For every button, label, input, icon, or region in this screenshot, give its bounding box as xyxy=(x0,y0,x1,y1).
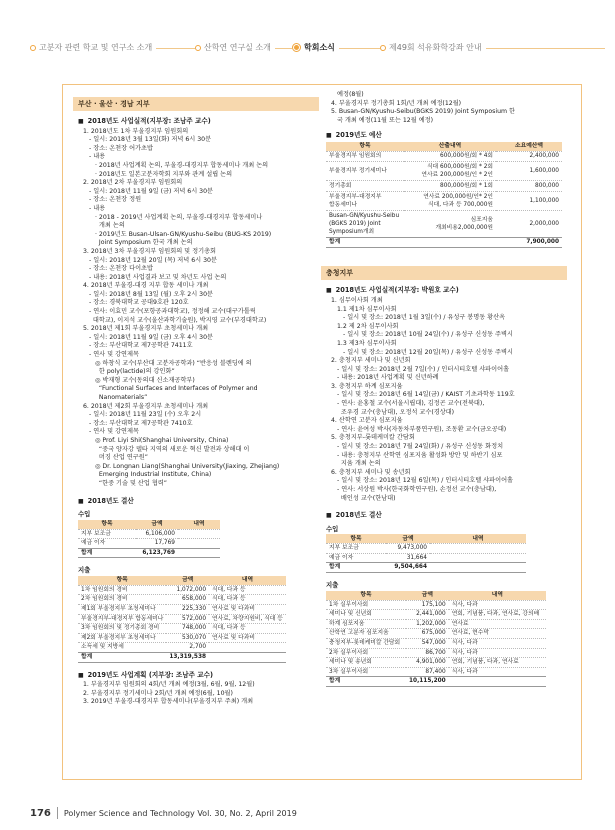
table-cell: 2,700 xyxy=(166,643,209,653)
table-cell: 부울경지부-대경지부 합동세미나 xyxy=(78,614,166,624)
section-header: 충청지부 xyxy=(321,266,567,280)
text-line: Joint Symposium 한국 개최 논의 xyxy=(95,239,193,247)
table-cell: 1,072,000 xyxy=(166,585,209,595)
text-line: - 일시 및 장소: 2018년 1월 3일(수) / 유성구 봉명동 황산옥 xyxy=(343,314,506,322)
text-line: 1.1 제1차 심무이사회 xyxy=(337,305,397,313)
table-cell: 17,769 xyxy=(136,539,178,549)
table-cell: 식대, 다과 등 xyxy=(209,624,286,634)
text-line: - 연사: 서상원 박사(한국화학연구원), 손정선 교수(충남대), xyxy=(337,486,497,494)
table-header: 소요예산액 xyxy=(496,142,562,151)
income-caption: 수입 xyxy=(78,510,91,519)
table-total-row xyxy=(326,237,562,248)
table-cell: 4,901,000 xyxy=(406,658,449,668)
text-line: ◎ Prof. Liyi Shi(Shanghai University, China) xyxy=(95,436,229,444)
text-line: 5. Busan-GN/Kyushu-Seibu(BGKS 2019) Joint Symposium 한 xyxy=(331,108,515,116)
table-cell: 1,100,000 xyxy=(496,191,562,210)
table-row xyxy=(326,629,546,639)
text-line: - 일시: 2018년 11월 9일 (금) 오후 4시 30분 xyxy=(89,333,214,341)
table-header: 금액 xyxy=(136,520,178,529)
table-cell: 합계 xyxy=(78,548,136,558)
table-cell: 86,700 xyxy=(406,648,449,658)
text-line: - 내용 xyxy=(89,153,106,161)
table-row xyxy=(326,162,562,181)
text-line: 1. 2018년도 1차 부울경지부 임원회의 xyxy=(83,127,189,135)
table-row xyxy=(78,585,286,595)
table-cell: 2,400,000 xyxy=(496,151,562,162)
table-header: 금액 xyxy=(406,591,449,600)
text-line: “한중 기술 및 산업 협력” xyxy=(95,479,168,487)
text-line: · 2018년도 일본고분자학회 지부와 관계 설립 논의 xyxy=(95,170,233,178)
table-cell: 연사료, 차량지원비, 식대 등 xyxy=(209,614,286,624)
table-header: 항목 xyxy=(326,534,386,543)
text-line: 한 poly(lactide)의 강인화” xyxy=(95,368,175,376)
table-row xyxy=(78,605,286,615)
table-cell: 800,000 xyxy=(496,181,562,192)
table-cell: 6,106,000 xyxy=(136,529,178,539)
table-cell: 175,100 xyxy=(406,600,449,610)
text-line: - 내용: 2018년 사업계획 및 신년하례 xyxy=(337,374,439,382)
table-cell: 675,000 xyxy=(406,629,449,639)
text-line: ◎ 박재형 교수(동의대 신소재공학부) xyxy=(95,376,195,384)
table-cell: 식사, 다과 xyxy=(449,648,546,658)
expense-table xyxy=(326,591,546,687)
text-line: 6. 충청지부 세미나 및 송년회 xyxy=(331,468,411,476)
text-line: “중국 양자강 델타 지역의 새로운 혁신 발전과 상해대 이 xyxy=(95,445,250,453)
table-row xyxy=(326,181,562,192)
right-column xyxy=(321,91,567,687)
table-header: 항목 xyxy=(78,520,136,529)
text-line: 5. 2018년 제1회 부울경지부 초청세미나 개최 xyxy=(83,325,209,333)
table-cell: 식사, 다과 xyxy=(449,600,546,610)
table-cell: 식대 600,000원/회 * 2회 연사료 200,000원/인 * 2인 xyxy=(404,162,496,181)
table-header: 산출내역 xyxy=(404,142,496,151)
subsection-title: ■ 2019년도 예산 xyxy=(326,131,567,141)
table-cell: 547,000 xyxy=(406,638,449,648)
table-row xyxy=(78,633,286,643)
table-header: 내역 xyxy=(178,520,220,529)
table-cell xyxy=(178,529,220,539)
text-line: - 일시 및 장소: 2018년 2월 7일(수) / 인터시티호텔 샤파이어홀 xyxy=(337,365,510,373)
table-cell: 충청지부-롯데케미칼 간담회 xyxy=(326,638,406,648)
table-cell: 658,000 xyxy=(166,595,209,605)
table-cell: 9,504,664 xyxy=(386,563,430,573)
income-table xyxy=(78,520,220,559)
text-line: 지움 개최 논의 xyxy=(337,460,381,468)
table-total-row xyxy=(326,677,546,687)
table-cell: 지부 보조금 xyxy=(78,529,136,539)
table-row xyxy=(326,648,546,658)
table-cell: 연회, 기념품, 다과, 연사료 xyxy=(449,658,546,668)
text-line: - 일시: 2018년 12월 20일 (목) 저녁 6시 30분 xyxy=(89,256,217,264)
text-line: - 연사 및 강연제목 xyxy=(89,351,139,359)
table-row xyxy=(78,529,220,539)
table-cell: 합계 xyxy=(78,653,166,663)
text-line: “Functional Surfaces and Interfaces of Polymer and xyxy=(95,385,258,393)
table-row xyxy=(326,658,546,668)
text-line: 조우경 교수(충남대), 오정석 교수(경상대) xyxy=(337,408,455,416)
table-cell: 600,000원/회 * 4회 xyxy=(404,151,496,162)
text-line: - 일시: 2018년 8월 13일 (월) 오후 2시 30분 xyxy=(89,290,214,298)
text-line: 3. 2018년 3차 부울경지부 임원회의 및 정기총회 xyxy=(83,247,217,255)
text-line: Emerging Industrial Institute, China) xyxy=(95,471,212,479)
text-line: - 일시 및 장소: 2018년 7월 24일(화) / 유성구 신성동 화정치 xyxy=(337,443,504,451)
page-footer xyxy=(30,807,297,819)
subsection-title: ■ 2018년도 결산 xyxy=(78,497,319,507)
table-cell: 2차 임원회의 경비 xyxy=(78,595,166,605)
table-cell: 10,115,200 xyxy=(406,677,449,687)
section-header: 부산 · 울산 · 경남 지부 xyxy=(73,97,319,111)
plan-list xyxy=(73,681,319,707)
table-cell xyxy=(430,563,526,573)
text-line: · 2019년도 Busan-Ulsan-GN/Kyushu-Seibu (BUG-KS 2019) xyxy=(95,230,272,238)
text-line: ◎ Dr. Longnan Liang(Shanghai University(Jiaxing, Zhejiang) xyxy=(95,462,280,470)
content-frame xyxy=(62,84,582,780)
table-cell: 6,123,769 xyxy=(136,548,178,558)
table-total-row xyxy=(78,653,286,663)
table-cell: 합계 xyxy=(326,237,404,248)
text-line: - 일시: 2018년 3월 13일(화) 저녁 6시 30분 xyxy=(89,136,212,144)
table-cell: 지부 보조금 xyxy=(326,544,386,554)
table-cell: 7,900,000 xyxy=(496,237,562,248)
text-line: - 연사: 윤여성 박사(자동차부품연구원), 조동환 교수(금오공대) xyxy=(337,425,507,433)
nav-item-petrochem-lecture[interactable] xyxy=(380,42,486,53)
table-header: 항목 xyxy=(326,591,406,600)
table-cell: 530,070 xyxy=(166,633,209,643)
text-line: - 장소: 부산대학교 제7공학관 7411호 xyxy=(89,342,193,350)
table-cell: Busan-GN/Kyushu-Seibu (BGKS 2019) Joint Symposium개최 xyxy=(326,210,404,237)
table-cell xyxy=(430,544,526,554)
subsection-title: ■ 2018년도 사업실적(지부장: 조남주 교수) xyxy=(78,117,319,127)
text-line: 개최 논의 xyxy=(95,222,125,230)
circle-icon xyxy=(380,45,386,51)
table-row xyxy=(326,553,526,563)
table-row xyxy=(326,619,546,629)
text-line: 머징 산업 연구원” xyxy=(95,454,148,462)
text-line: 4. 부울경지부 정기총회 1회/년 개최 예정(12월) xyxy=(331,99,462,107)
nav-item-labs[interactable] xyxy=(195,42,275,53)
text-line: 국 개최 예정(11월 또는 12월 예정) xyxy=(331,116,434,124)
table-row xyxy=(326,544,526,554)
text-line: 3. 충청지부 하계 심포지움 xyxy=(331,382,403,390)
table-cell: 9,473,000 xyxy=(386,544,430,554)
text-line: - 장소: 온천장 어가초밥 xyxy=(89,144,154,152)
text-line: - 일시 및 장소: 2018년 12월 6일(목) / 인터시티호텔 샤파이어홀 xyxy=(337,477,514,485)
table-cell: 정기총회 xyxy=(326,181,404,192)
table-row xyxy=(326,638,546,648)
text-line: 4. 2018년 부울경-대경 지부 합동 세미나 개최 xyxy=(83,282,209,290)
text-line: 2. 2018년 2차 부울경지부 임원회의 xyxy=(83,179,183,187)
table-cell: 87,400 xyxy=(406,667,449,677)
table-cell: 세미나 및 송년회 xyxy=(326,658,406,668)
table-cell: 13,319,538 xyxy=(166,653,209,663)
text-line: 3. 2019년 부울경-대경지부 합동세미나(부울경지부 주최) 개최 xyxy=(83,698,254,706)
table-header: 내역 xyxy=(209,576,286,585)
table-cell: 제2회 부울경지부 초청세미나 xyxy=(78,633,166,643)
expense-table xyxy=(78,576,286,663)
table-cell: 연사료 200,000원/인* 2인 식대, 다과 등 700,000원 xyxy=(404,191,496,210)
table-cell: 부울경지부-대경지부 합동세미나 xyxy=(326,191,404,210)
table-header: 금액 xyxy=(166,576,209,585)
table-cell: 2,000,000 xyxy=(496,210,562,237)
table-header: 금액 xyxy=(386,534,430,543)
text-line: - 일시 및 장소: 2018년 6월 14일(금) / KAIST 기초과학동 119호 xyxy=(337,391,515,399)
table-cell: 2차 실무이사회 xyxy=(326,648,406,658)
table-cell: 식대, 다과 등 xyxy=(209,595,286,605)
text-line: - 일시 및 장소: 2018년 12월 20일(목) / 유성구 신성동 주벽시 xyxy=(343,348,513,356)
table-header: 항목 xyxy=(78,576,166,585)
text-line: Nanomaterials” xyxy=(95,394,148,401)
text-line: - 연사 및 강연제목 xyxy=(89,428,139,436)
table-cell: 하계 심포지움 xyxy=(326,619,406,629)
table-header: 항목 xyxy=(326,142,404,151)
table-cell xyxy=(430,553,526,563)
text-line: 6. 2018년 제2회 부울경지부 초청세미나 개최 xyxy=(83,402,209,410)
table-cell: 식대, 다과 등 xyxy=(209,585,286,595)
text-line: - 연사: 윤홍철 교수(서울시립대), 김정곤 교수(전북대), xyxy=(337,400,485,408)
table-cell: 식사, 다과 xyxy=(449,638,546,648)
table-cell: 연회, 기념품, 다과, 연사료, 강의배 xyxy=(449,610,546,620)
text-line: · 2018 - 2019년 사업계획 논의, 부울경-대경지부 합동세미나 xyxy=(95,213,263,221)
table-cell xyxy=(209,643,286,653)
table-cell: 세미나 및 신년회 xyxy=(326,610,406,620)
circle-icon xyxy=(30,45,36,51)
income-caption: 수입 xyxy=(326,524,339,533)
table-cell: 제1회 부울경지부 초청세미나 xyxy=(78,605,166,615)
table-row xyxy=(326,210,562,237)
text-line: - 내용: 충청지부 산학연 심포지움 활성화 방안 및 하반기 심포 xyxy=(337,451,503,459)
subsection-title: ■ 2018년도 사업실적(지부장: 박원호 교수) xyxy=(326,286,567,296)
expense-caption: 지출 xyxy=(78,566,91,575)
table-cell: 800,000원/회 * 1회 xyxy=(404,181,496,192)
table-cell: 예금 이자 xyxy=(78,539,136,549)
text-line: - 내용: 2018년 사업결과 보고 및 차년도 사업 논의 xyxy=(89,273,227,281)
table-cell: 225,330 xyxy=(166,605,209,615)
table-cell: 합계 xyxy=(326,563,386,573)
text-line: - 일시: 2018년 11월 23일 (수) 오후 2시 xyxy=(89,411,202,419)
nav-label: 산학연 연구실 소개 xyxy=(204,43,271,52)
text-line: 4. 산학연 고분자 심포지움 xyxy=(331,417,403,425)
text-line: 1.2 제 2차 심무이사회 xyxy=(337,322,399,330)
table-cell xyxy=(449,677,546,687)
table-cell: 572,000 xyxy=(166,614,209,624)
journal-citation: Polymer Science and Technology Vol. 30, No. 2, April 2019 xyxy=(63,808,297,818)
text-line: 배인성 교수(한남대) xyxy=(337,494,396,502)
table-cell xyxy=(404,237,496,248)
table-cell: 2,441,000 xyxy=(406,610,449,620)
table-cell xyxy=(209,653,286,663)
table-row xyxy=(78,614,286,624)
text-line: - 연사: 이효민 교수(포항공과대학교), 정정해 교수(대구가톨릭 xyxy=(89,308,256,316)
table-row xyxy=(326,610,546,620)
text-line: - 장소: 경북대학교 공대9호관 120호 xyxy=(89,299,189,307)
nav-item-society-news[interactable] xyxy=(292,42,339,53)
nav-label: 학회소식 xyxy=(304,43,335,52)
page-number: 176 xyxy=(30,807,51,819)
subsection-title: ■ 2018년도 결산 xyxy=(326,511,567,521)
table-cell: 연사료, 현수막 xyxy=(449,629,546,639)
text-line: 예정(8월) xyxy=(337,91,364,98)
table-cell: 31,664 xyxy=(386,553,430,563)
nav-label: 고분자 관련 학교 및 연구소 소개 xyxy=(39,43,153,52)
top-navigation xyxy=(30,38,605,60)
text-line: 1. 부울경지부 임원회의 4회/년 개최 예정(3월, 6월, 9월, 12월) xyxy=(83,681,255,689)
text-line: - 장소: 온천장 다이초밥 xyxy=(89,265,154,273)
text-line: - 장소: 부산대학교 제7공학관 7410호 xyxy=(89,419,193,427)
table-cell: 소득세 및 지방세 xyxy=(78,643,166,653)
table-cell: 1차 임원회의 경비 xyxy=(78,585,166,595)
nav-item-schools[interactable] xyxy=(30,42,156,53)
table-row xyxy=(326,151,562,162)
table-cell xyxy=(178,539,220,549)
circle-icon xyxy=(195,45,201,51)
table-row xyxy=(326,191,562,210)
budget-table xyxy=(326,142,562,248)
subsection-title: ■ 2019년도 사업계획 (지부장: 조남주 교수) xyxy=(78,671,319,681)
nav-label: 제49회 석유화학강좌 안내 xyxy=(389,43,482,52)
table-cell: 연사료 xyxy=(449,619,546,629)
active-circle-icon xyxy=(292,43,301,52)
table-cell: 식사, 다과 xyxy=(449,667,546,677)
table-header: 내역 xyxy=(430,534,526,543)
text-line: 2. 부울경지부 정기세미나 2회/년 개최 예정(6월, 10월) xyxy=(83,689,233,697)
left-column xyxy=(73,97,319,707)
table-cell: 연사료 및 다과비 xyxy=(209,605,286,615)
table-cell: 연사료 및 다과비 xyxy=(209,633,286,643)
table-total-row xyxy=(78,548,220,558)
table-row xyxy=(78,595,286,605)
table-row xyxy=(326,667,546,677)
table-cell: 3차 임원회의 및 정기총회 경비 xyxy=(78,624,166,634)
table-cell: 부울경지부 임원회의 xyxy=(326,151,404,162)
table-total-row xyxy=(326,563,526,573)
expense-caption: 지출 xyxy=(326,581,339,590)
table-cell: 3차 실무이사회 xyxy=(326,667,406,677)
text-line: ◎ 하창식 교수(부산대 고분자공학과) “반응성 블렌딩에 의 xyxy=(95,359,252,367)
table-cell: 심포지움 개최비용2,000,000원 xyxy=(404,210,496,237)
table-cell: 1,202,000 xyxy=(406,619,449,629)
table-cell: 산학연 고분자 심포지움 xyxy=(326,629,406,639)
text-line: - 일시 및 장소: 2018년 10월 24일(수) / 유성구 신성동 주벽시 xyxy=(343,331,513,339)
table-row xyxy=(78,624,286,634)
table-cell: 1차 실무이사회 xyxy=(326,600,406,610)
activity-list xyxy=(321,297,567,503)
text-line: 2. 충청지부 세미나 및 신년회 xyxy=(331,357,411,365)
text-line: - 내용 xyxy=(89,204,106,212)
text-line: 1. 심무이사회 개최 xyxy=(331,296,383,304)
text-line: 1.3 제3차 심무이사회 xyxy=(337,339,397,347)
table-cell: 1,600,000 xyxy=(496,162,562,181)
plan-list-continued xyxy=(321,91,567,125)
text-line: · 2018년 사업계획 논의, 부울경-대경지부 합동세미나 개최 논의 xyxy=(95,161,269,169)
table-cell xyxy=(178,548,220,558)
table-header: 내역 xyxy=(449,591,546,600)
table-cell: 748,000 xyxy=(166,624,209,634)
activity-list xyxy=(73,128,319,489)
text-line: - 장소: 온천장 정원 xyxy=(89,196,142,204)
text-line: 5. 충청지부-롯데케미칼 간담회 xyxy=(331,434,415,442)
table-row xyxy=(78,643,286,653)
footer-divider xyxy=(57,807,58,819)
table-row xyxy=(78,539,220,549)
table-row xyxy=(326,600,546,610)
income-table xyxy=(326,534,526,573)
text-line: 대학교), 이지석 교수(울산과학기술원), 박지영 교수(부경대학교) xyxy=(89,316,267,324)
table-cell: 부울경지부 정기세미나 xyxy=(326,162,404,181)
table-cell: 예금 이자 xyxy=(326,553,386,563)
text-line: - 일시: 2018년 11월 9일 (금) 저녁 6시 30분 xyxy=(89,187,214,195)
table-cell: 합계 xyxy=(326,677,406,687)
